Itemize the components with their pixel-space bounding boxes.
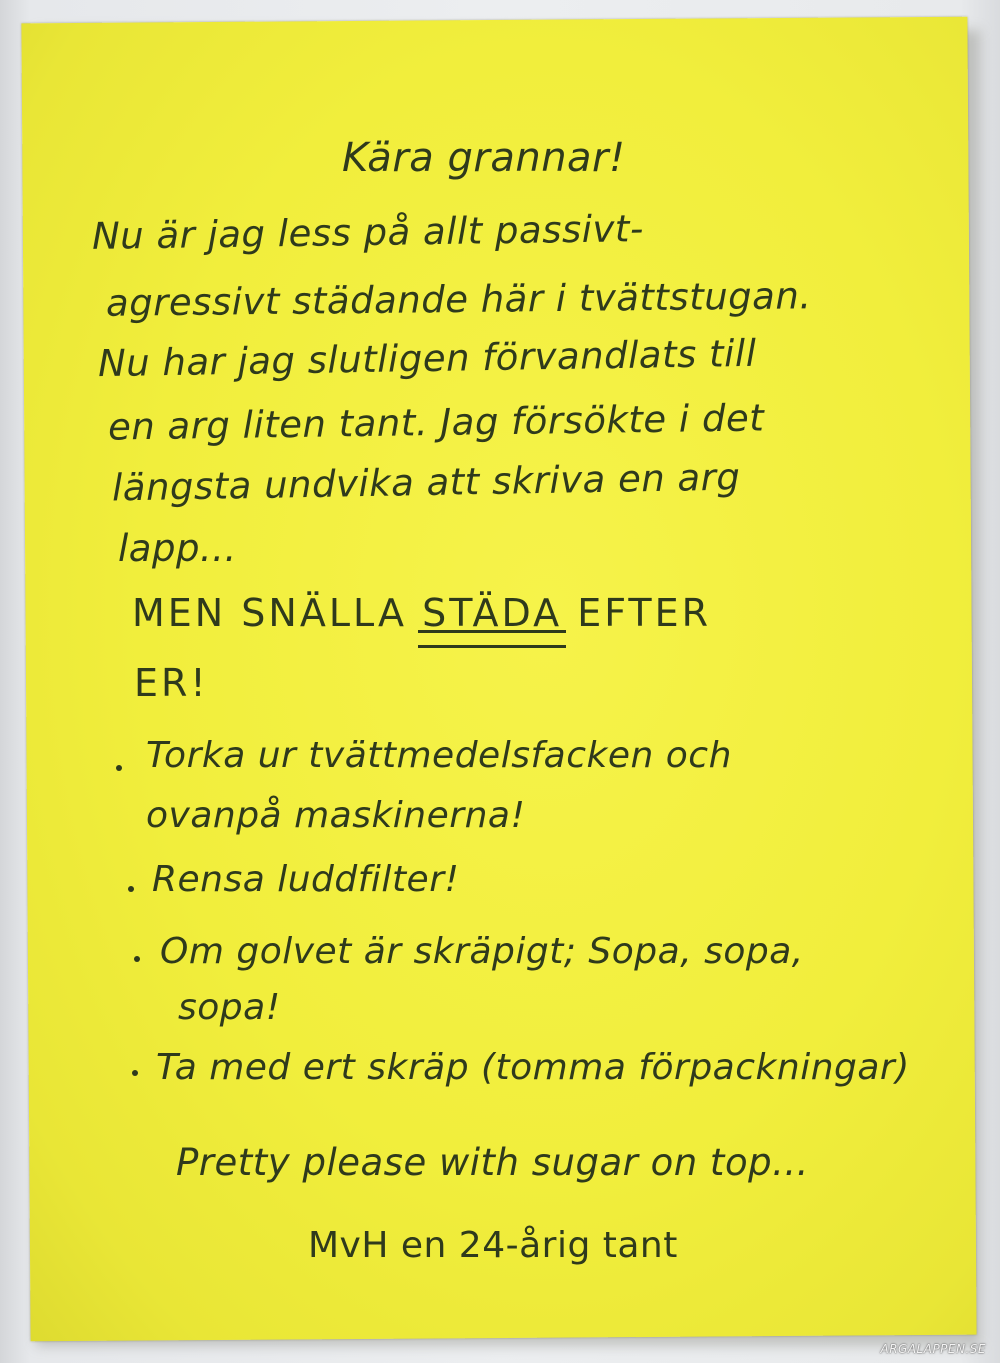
paragraph-line: lapp... [118, 527, 237, 570]
paragraph-line: agressivt städande här i tvättstugan. [105, 274, 812, 325]
plea-line-1 [132, 591, 712, 635]
bullet-item-line: sopa! [178, 987, 281, 1028]
closing-line: Pretty please with sugar on top... [176, 1141, 809, 1184]
watermark-text: ARGALAPPEN.SE [880, 1342, 986, 1356]
bullet-point [134, 956, 140, 962]
bullet-point [116, 765, 122, 771]
note-title: Kära grannar! [342, 135, 626, 181]
plea-text-after: EFTER [577, 591, 712, 635]
double-underline [418, 630, 566, 648]
bullet-item-line: Rensa luddfilter! [152, 859, 460, 900]
paragraph-line: en arg liten tant. Jag försökte i det [107, 396, 765, 449]
bullet-point [132, 1070, 138, 1076]
bullet-point [128, 886, 134, 892]
paragraph-line: Nu har jag slutligen förvandlats till [97, 331, 757, 386]
bullet-item-line: ovanpå maskinerna! [146, 795, 526, 836]
bullet-item-line: Ta med ert skräp (tomma förpackningar) [156, 1047, 910, 1088]
plea-underlined-word [422, 591, 563, 635]
signature: MvH en 24-årig tant [308, 1225, 678, 1266]
plea-line-2: ER! [134, 661, 209, 705]
plea-underlined-text: STÄDA [422, 591, 563, 635]
bullet-item-line: Torka ur tvättmedelsfacken och [146, 735, 732, 776]
paragraph-line: Nu är jag less på allt passivt- [91, 207, 645, 258]
plea-text-before: MEN SNÄLLA [132, 591, 408, 635]
paragraph-line: längsta undvika att skriva en arg [111, 455, 741, 510]
bullet-item-line: Om golvet är skräpigt; Sopa, sopa, [160, 931, 804, 972]
